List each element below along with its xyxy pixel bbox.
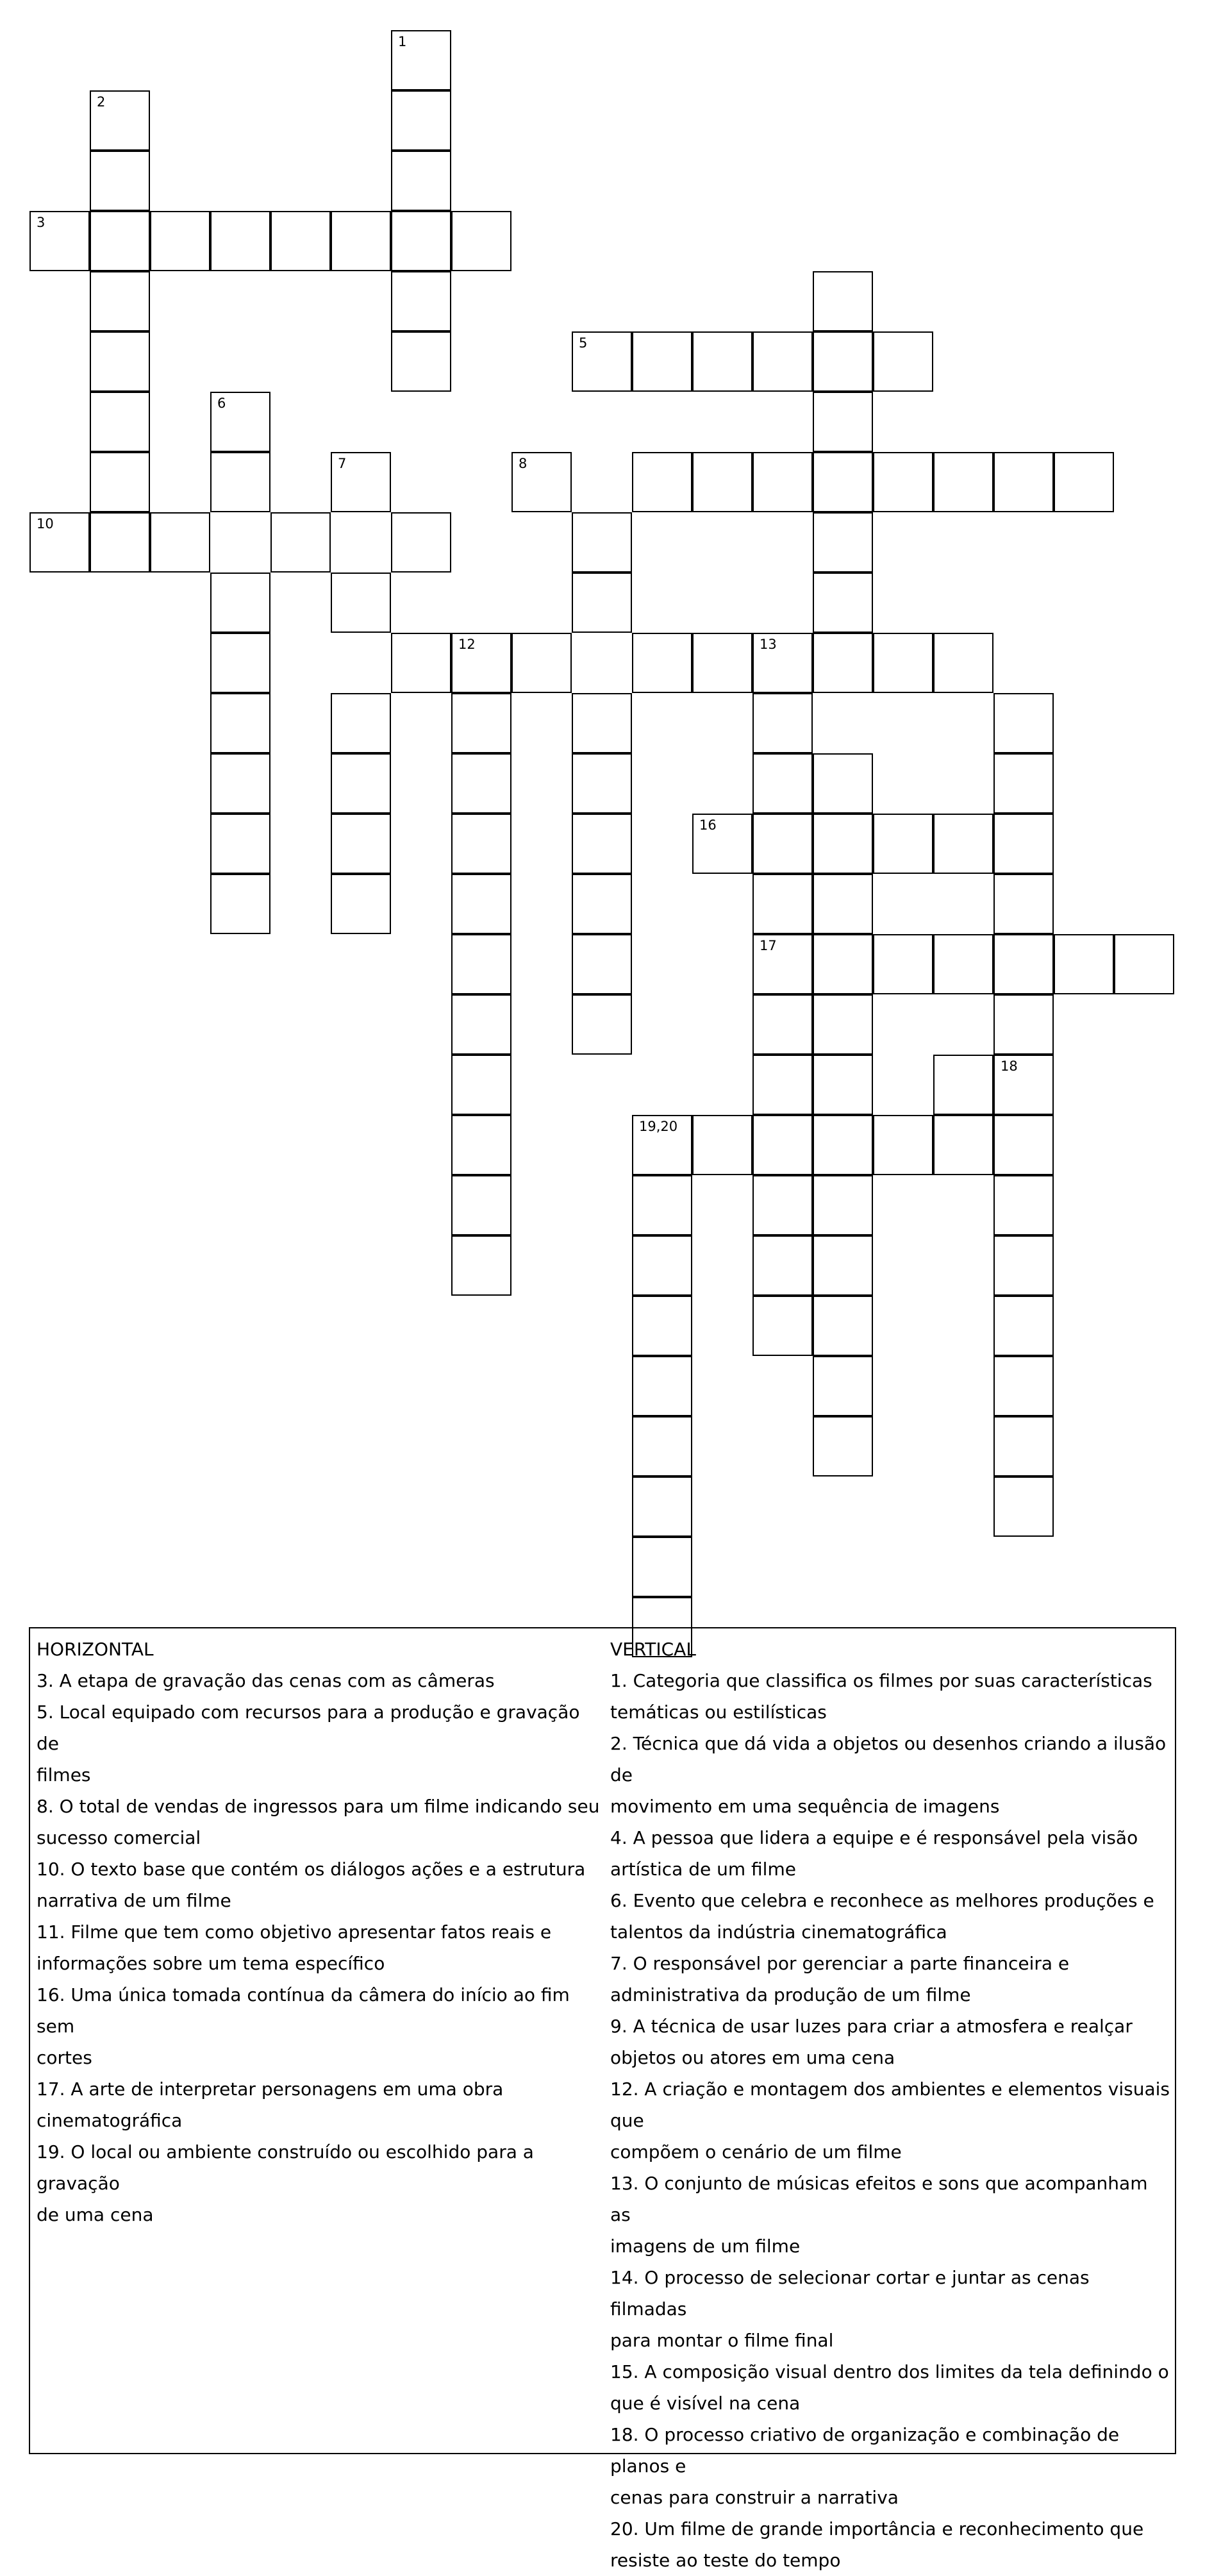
grid-cell[interactable]	[632, 633, 692, 693]
grid-cell[interactable]	[752, 934, 813, 994]
grid-cell[interactable]	[572, 512, 632, 573]
vertical-clues	[610, 1634, 1171, 2576]
clue-line: 14. O processo de selecionar cortar e juntar as cenas filmadas	[610, 2267, 1090, 2320]
grid-cell[interactable]	[632, 1416, 692, 1476]
clue-number: 19,20	[639, 1119, 678, 1134]
grid-cell[interactable]	[993, 814, 1054, 874]
grid-cell[interactable]	[391, 211, 451, 271]
clue-number: 10	[37, 516, 54, 531]
clues-box	[29, 1627, 1176, 2571]
grid-cell[interactable]	[752, 633, 813, 693]
clue-line: movimento em uma sequência de imagens	[610, 1796, 1000, 1817]
grid-cell[interactable]	[572, 693, 632, 753]
grid-cell[interactable]	[813, 1175, 873, 1235]
grid-cell[interactable]	[632, 1175, 692, 1235]
grid-cell[interactable]	[993, 874, 1054, 934]
grid-cell[interactable]	[572, 753, 632, 814]
grid-cell[interactable]	[572, 814, 632, 874]
clue-number: 1	[398, 34, 407, 49]
clue-line: 6. Evento que celebra e reconhece as melhores produções e	[610, 1890, 1154, 1911]
grid-cell[interactable]	[813, 1235, 873, 1296]
clue-line: sucesso comercial	[37, 1827, 201, 1848]
grid-cell[interactable]	[210, 633, 270, 693]
clue-number: 3	[37, 215, 46, 230]
clue-line: 16. Uma única tomada contínua da câmera do início ao fim sem	[37, 1984, 570, 2037]
grid-cell[interactable]	[933, 452, 993, 512]
grid-cell[interactable]	[752, 1175, 813, 1235]
grid-cell[interactable]	[813, 1416, 873, 1476]
grid-cell[interactable]	[752, 1296, 813, 1356]
grid-cell[interactable]	[90, 331, 150, 392]
clue-line: 20. Um filme de grande importância e reconhecimento que	[610, 2518, 1144, 2539]
grid-cell[interactable]	[813, 1055, 873, 1115]
grid-cell[interactable]	[813, 753, 873, 814]
grid-cell[interactable]	[632, 1537, 692, 1597]
grid-cell[interactable]	[451, 934, 511, 994]
clue-line: temáticas ou estilísticas	[610, 1702, 827, 1723]
grid-cell[interactable]	[813, 934, 873, 994]
grid-cell[interactable]	[511, 452, 572, 512]
grid-cell[interactable]	[210, 693, 270, 753]
grid-cell[interactable]	[813, 331, 873, 392]
grid-cell[interactable]	[692, 633, 752, 693]
grid-cell[interactable]	[391, 30, 451, 90]
grid-cell[interactable]	[813, 874, 873, 934]
clue-line: cinematográfica	[37, 2110, 183, 2131]
clue-line: que é visível na cena	[610, 2393, 801, 2414]
grid-cell[interactable]	[993, 1115, 1054, 1175]
grid-cell[interactable]	[873, 1115, 933, 1175]
grid-cell[interactable]	[572, 331, 632, 392]
grid-cell[interactable]	[90, 512, 150, 573]
grid-cell[interactable]	[391, 512, 451, 573]
grid-cell[interactable]	[572, 573, 632, 633]
grid-cell[interactable]	[813, 452, 873, 512]
grid-cell[interactable]	[90, 271, 150, 331]
clue-line: 12. A criação e montagem dos ambientes e elementos visuais que	[610, 2078, 1170, 2131]
horizontal-clues	[37, 1634, 601, 2230]
clue-line: artística de um filme	[610, 1859, 796, 1880]
clue-line: cenas para construir a narrativa	[610, 2487, 899, 2508]
grid-cell[interactable]	[752, 874, 813, 934]
grid-cell[interactable]	[692, 331, 752, 392]
grid-cell[interactable]	[933, 934, 993, 994]
grid-cell[interactable]	[210, 211, 270, 271]
clue-line: 8. O total de vendas de ingressos para um filme indicando seu	[37, 1796, 600, 1817]
clue-number: 12	[458, 637, 476, 652]
grid-cell[interactable]	[813, 1115, 873, 1175]
grid-cell[interactable]	[933, 814, 993, 874]
grid-cell[interactable]	[873, 331, 933, 392]
grid-cell[interactable]	[993, 994, 1054, 1055]
grid-cell[interactable]	[90, 90, 150, 151]
clue-line: 17. A arte de interpretar personagens em uma obra	[37, 2078, 504, 2100]
grid-cell[interactable]	[451, 1235, 511, 1296]
grid-cell[interactable]	[873, 814, 933, 874]
grid-cell[interactable]	[331, 874, 391, 934]
grid-cell[interactable]	[1114, 934, 1174, 994]
grid-cell[interactable]	[1054, 934, 1114, 994]
grid-cell[interactable]	[391, 151, 451, 211]
grid-cell[interactable]	[632, 1476, 692, 1537]
clue-line: filmes	[37, 1764, 91, 1786]
grid-cell[interactable]	[391, 331, 451, 392]
grid-cell[interactable]	[29, 512, 90, 573]
grid-cell[interactable]	[813, 1296, 873, 1356]
grid-cell[interactable]	[632, 1115, 692, 1175]
clue-line: 5. Local equipado com recursos para a produção e gravação de	[37, 1702, 580, 1754]
grid-cell[interactable]	[933, 1115, 993, 1175]
grid-cell[interactable]	[210, 874, 270, 934]
clue-line: resiste ao teste do tempo	[610, 2550, 841, 2571]
clue-number: 16	[699, 817, 717, 833]
grid-cell[interactable]	[993, 1175, 1054, 1235]
grid-cell[interactable]	[873, 934, 933, 994]
grid-cell[interactable]	[692, 452, 752, 512]
vertical-title: VERTICAL	[610, 1639, 696, 1660]
grid-cell[interactable]	[993, 1296, 1054, 1356]
grid-cell[interactable]	[210, 753, 270, 814]
grid-cell[interactable]	[210, 814, 270, 874]
grid-cell[interactable]	[813, 1356, 873, 1416]
grid-cell[interactable]	[933, 633, 993, 693]
clue-line: de uma cena	[37, 2204, 154, 2225]
grid-cell[interactable]	[752, 753, 813, 814]
grid-cell[interactable]	[90, 452, 150, 512]
grid-cell[interactable]	[210, 392, 270, 452]
clue-line: compõem o cenário de um filme	[610, 2141, 902, 2162]
clue-line: para montar o filme final	[610, 2330, 834, 2351]
grid-cell[interactable]	[813, 512, 873, 573]
grid-cell[interactable]	[331, 693, 391, 753]
clue-number: 5	[579, 335, 588, 351]
grid-cell[interactable]	[752, 814, 813, 874]
grid-cell[interactable]	[391, 633, 451, 693]
grid-cell[interactable]	[451, 874, 511, 934]
clue-line: imagens de um filme	[610, 2236, 801, 2257]
grid-cell[interactable]	[813, 271, 873, 331]
grid-cell[interactable]	[813, 633, 873, 693]
clue-number: 7	[338, 456, 347, 471]
grid-cell[interactable]	[752, 1055, 813, 1115]
clue-line: 3. A etapa de gravação das cenas com as câmeras	[37, 1670, 495, 1691]
grid-cell[interactable]	[752, 452, 813, 512]
clue-line: 7. O responsável por gerenciar a parte financeira e	[610, 1953, 1070, 1974]
grid-cell[interactable]	[331, 211, 391, 271]
clue-line: narrativa de um filme	[37, 1890, 231, 1911]
clue-line: 1. Categoria que classifica os filmes por suas características	[610, 1670, 1152, 1691]
grid-cell[interactable]	[210, 452, 270, 512]
grid-cell[interactable]	[451, 693, 511, 753]
grid-cell[interactable]	[391, 271, 451, 331]
clue-number: 2	[97, 94, 106, 110]
grid-cell[interactable]	[632, 452, 692, 512]
grid-cell[interactable]	[150, 211, 210, 271]
grid-cell[interactable]	[873, 633, 933, 693]
clue-number: 18	[1001, 1058, 1018, 1074]
grid-cell[interactable]	[331, 452, 391, 512]
grid-cell[interactable]	[993, 1235, 1054, 1296]
grid-cell[interactable]	[993, 934, 1054, 994]
clue-line: 19. O local ou ambiente construído ou escolhido para a gravação	[37, 2141, 534, 2194]
grid-cell[interactable]	[90, 211, 150, 271]
grid-cell[interactable]	[391, 90, 451, 151]
grid-cell[interactable]	[511, 633, 572, 693]
clue-line: administrativa da produção de um filme	[610, 1984, 971, 2005]
grid-cell[interactable]	[813, 814, 873, 874]
grid-cell[interactable]	[150, 512, 210, 573]
grid-cell[interactable]	[451, 1175, 511, 1235]
clue-line: 4. A pessoa que lidera a equipe e é responsável pela visão	[610, 1827, 1138, 1848]
grid-cell[interactable]	[632, 331, 692, 392]
grid-cell[interactable]	[451, 633, 511, 693]
grid-cell[interactable]	[993, 1055, 1054, 1115]
grid-cell[interactable]	[632, 1235, 692, 1296]
grid-cell[interactable]	[752, 331, 813, 392]
grid-cell[interactable]	[270, 211, 331, 271]
grid-cell[interactable]	[752, 1235, 813, 1296]
grid-cell[interactable]	[210, 573, 270, 633]
clue-line: 18. O processo criativo de organização e combinação de planos e	[610, 2424, 1120, 2477]
grid-cell[interactable]	[692, 1115, 752, 1175]
grid-cell[interactable]	[451, 814, 511, 874]
grid-cell[interactable]	[451, 1055, 511, 1115]
clue-line: 13. O conjunto de músicas efeitos e sons que acompanham as	[610, 2173, 1148, 2225]
grid-cell[interactable]	[90, 151, 150, 211]
grid-cell[interactable]	[752, 693, 813, 753]
clue-line: 10. O texto base que contém os diálogos ações e a estrutura	[37, 1859, 586, 1880]
grid-cell[interactable]	[813, 392, 873, 452]
grid-cell[interactable]	[451, 994, 511, 1055]
grid-cell[interactable]	[29, 211, 90, 271]
grid-cell[interactable]	[813, 573, 873, 633]
grid-cell[interactable]	[993, 452, 1054, 512]
grid-cell[interactable]	[873, 452, 933, 512]
grid-cell[interactable]	[451, 1115, 511, 1175]
grid-cell[interactable]	[752, 1115, 813, 1175]
clue-line: 2. Técnica que dá vida a objetos ou desenhos criando a ilusão de	[610, 1733, 1167, 1786]
horizontal-title: HORIZONTAL	[37, 1639, 154, 1660]
grid-cell[interactable]	[993, 1416, 1054, 1476]
grid-cell[interactable]	[331, 573, 391, 633]
clue-number: 17	[760, 938, 777, 953]
clue-number: 8	[519, 456, 528, 471]
clue-line: 9. A técnica de usar luzes para criar a atmosfera e realçar	[610, 2016, 1133, 2037]
grid-cell[interactable]	[572, 874, 632, 934]
clue-line: talentos da indústria cinematográfica	[610, 1921, 947, 1943]
grid-cell[interactable]	[451, 753, 511, 814]
grid-cell[interactable]	[752, 994, 813, 1055]
clue-line: cortes	[37, 2047, 92, 2068]
grid-cell[interactable]	[993, 1356, 1054, 1416]
grid-cell[interactable]	[90, 392, 150, 452]
grid-cell[interactable]	[813, 994, 873, 1055]
grid-cell[interactable]	[632, 1356, 692, 1416]
grid-cell[interactable]	[993, 753, 1054, 814]
clue-number: 13	[760, 637, 777, 652]
clue-line: objetos ou atores em uma cena	[610, 2047, 895, 2068]
grid-cell[interactable]	[331, 753, 391, 814]
grid-cell[interactable]	[692, 814, 752, 874]
grid-cell[interactable]	[632, 1296, 692, 1356]
grid-cell[interactable]	[331, 814, 391, 874]
grid-cell[interactable]	[1054, 452, 1114, 512]
grid-cell[interactable]	[270, 512, 331, 573]
grid-cell[interactable]	[993, 693, 1054, 753]
grid-cell[interactable]	[572, 994, 632, 1055]
clue-line: 11. Filme que tem como objetivo apresentar fatos reais e	[37, 1921, 552, 1943]
clue-number: 6	[217, 396, 226, 411]
grid-cell[interactable]	[993, 1476, 1054, 1537]
clue-line: 15. A composição visual dentro dos limites da tela definindo o	[610, 2361, 1169, 2382]
grid-cell[interactable]	[572, 934, 632, 994]
clue-line: informações sobre um tema específico	[37, 1953, 385, 1974]
grid-cell[interactable]	[451, 211, 511, 271]
grid-cell[interactable]	[933, 1055, 993, 1115]
